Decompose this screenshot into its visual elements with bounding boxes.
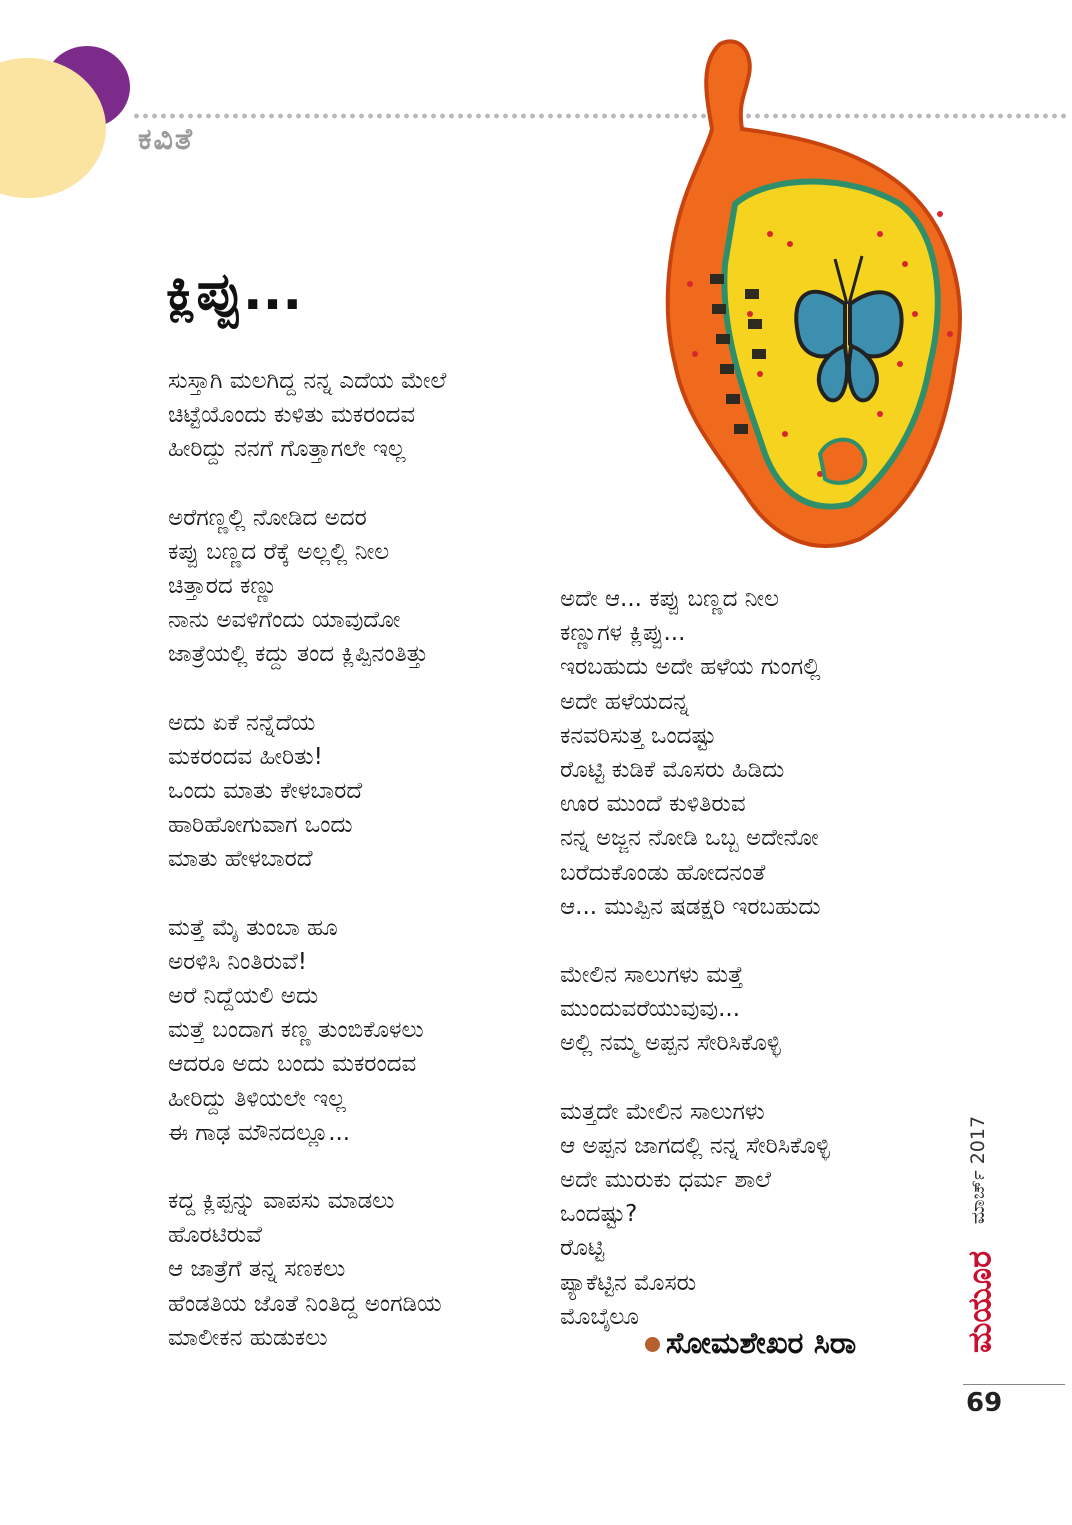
section-label: ಕವಿತೆ bbox=[138, 122, 194, 157]
poem-line: ಚಿಟ್ಟೆಯೊಂದು ಕುಳಿತು ಮಕರಂದವ bbox=[168, 402, 416, 429]
poem-line: ಜಾತ್ರೆಯಲ್ಲಿ ಕದ್ದು ತಂದ ಕ್ಲಿಪ್ಪಿನಂತಿತ್ತು bbox=[168, 641, 429, 668]
poem-line: ಬರೆದುಕೊಂಡು ಹೋದನಂತೆ bbox=[560, 859, 766, 886]
poem-line: ಅರೆಗಣ್ಣಲ್ಲಿ ನೋಡಿದ ಅದರ bbox=[168, 504, 367, 531]
stanza bbox=[168, 911, 446, 1150]
poem-line: ಮಾಲೀಕನ ಹುಡುಕಲು bbox=[168, 1324, 328, 1351]
poem-line: ಅದೇ ಹಳೆಯದನ್ನ bbox=[560, 688, 689, 715]
poem-line: ಅಲ್ಲಿ ನಮ್ಮ ಅಪ್ಪನ ಸೇರಿಸಿಕೊಳ್ಳಿ bbox=[560, 1030, 781, 1057]
poem-line: ಅರೆ ನಿದ್ದೆಯಲಿ ಅದು bbox=[168, 983, 319, 1010]
poem-line: ಅದೇ ಮುರುಕು ಧರ್ಮ ಶಾಲೆ bbox=[560, 1167, 772, 1194]
magazine-logo-text: ಮಯೂರ bbox=[960, 1250, 999, 1354]
poem-line: ಮೊಬೈಲೂ bbox=[560, 1303, 639, 1330]
poem-line: ಪ್ಯಾಕೆಟ್ಟಿನ ಮೊಸರು bbox=[560, 1269, 697, 1296]
bullet-dot-icon bbox=[645, 1337, 660, 1352]
poem-line: ರೊಟ್ಟಿ bbox=[560, 1235, 605, 1262]
poem-line: ಮೇಲಿನ ಸಾಲುಗಳು ಮತ್ತೆ bbox=[560, 962, 744, 989]
stanza bbox=[168, 501, 446, 672]
stanza bbox=[560, 1095, 830, 1334]
poem-line: ಅದು ಏಕೆ ನನ್ನೆದೆಯ bbox=[168, 709, 316, 736]
poem-line: ಈ ಗಾಢ ಮೌನದಲ್ಲೂ... bbox=[168, 1119, 351, 1146]
poem-line: ಹಾರಿಹೋಗುವಾಗ ಒಂದು bbox=[168, 812, 353, 839]
poem-line: ಇರಬಹುದು ಅದೇ ಹಳೆಯ ಗುಂಗಲ್ಲಿ bbox=[560, 654, 821, 681]
stanza bbox=[168, 706, 446, 877]
issue-date-text: ಮಾರ್ಚ್ 2017 bbox=[967, 1115, 989, 1225]
poem-line: ಊರ ಮುಂದೆ ಕುಳಿತಿರುವ bbox=[560, 791, 746, 818]
poem-line: ಹೊರಟಿರುವೆ bbox=[168, 1222, 262, 1249]
poem-line: ಕಣ್ಣುಗಳ ಕ್ಲಿಪ್ಪು... bbox=[560, 620, 686, 647]
issue-date bbox=[958, 1100, 998, 1240]
poem-line: ಕನವರಿಸುತ್ತ ಒಂದಷ್ಟು bbox=[560, 722, 717, 749]
poem-line: ಹೀರಿದ್ದು ನನಗೆ ಗೊತ್ತಾಗಲೇ ಇಲ್ಲ bbox=[168, 436, 406, 463]
page-number-rule bbox=[963, 1384, 1065, 1385]
stanza bbox=[560, 958, 830, 1061]
magazine-logo bbox=[955, 1238, 1005, 1366]
poem-line: ಮಾತು ಹೇಳಬಾರದೆ bbox=[168, 846, 313, 873]
poem-line: ನನ್ನ ಅಜ್ಜನ ನೋಡಿ ಒಬ್ಬ ಅದೇನೋ bbox=[560, 825, 819, 852]
butterfly-illustration bbox=[650, 34, 980, 554]
poem-left-column bbox=[168, 364, 446, 1389]
poem-line: ಕದ್ದ ಕ್ಲಿಪ್ಪನ್ನು ವಾಪಸು ಮಾಡಲು bbox=[168, 1188, 395, 1215]
poem-line: ಆ ಅಪ್ಪನ ಜಾಗದಲ್ಲಿ ನನ್ನ ಸೇರಿಸಿಕೊಳ್ಳಿ bbox=[560, 1132, 830, 1159]
poem-line: ಒಂದು ಮಾತು ಕೇಳಬಾರದೆ bbox=[168, 778, 363, 805]
poem-line: ಮತ್ತೆ ಬಂದಾಗ ಕಣ್ಣ ತುಂಬಿಕೊಳಲು bbox=[168, 1017, 424, 1044]
poem-line: ಆ ಜಾತ್ರೆಗೆ ತನ್ನ ಸಣಕಲು bbox=[168, 1256, 346, 1283]
poem-line: ಮುಂದುವರೆಯುವುವು... bbox=[560, 996, 741, 1023]
poem-line: ಅದೇ ಆ... ಕಪ್ಪು ಬಣ್ಣದ ನೀಲ bbox=[560, 586, 780, 612]
poem-line: ಮತ್ತೆ ಮೈ ತುಂಬಾ ಹೂ bbox=[168, 914, 338, 941]
stanza bbox=[168, 364, 446, 467]
poem-line: ಒಂದಷ್ಟು? bbox=[560, 1201, 638, 1228]
poem-line: ಸುಸ್ತಾಗಿ ಮಲಗಿದ್ದ ನನ್ನ ಎದೆಯ ಮೇಲೆ bbox=[168, 368, 447, 394]
poem-line: ಅರಳಿಸಿ ನಿಂತಿರುವೆ! bbox=[168, 948, 307, 975]
page-number: 69 bbox=[966, 1388, 1003, 1418]
poem-line: ರೊಟ್ಟಿ ಕುಡಿಕೆ ಮೊಸರು ಹಿಡಿದು bbox=[560, 757, 785, 784]
poem-line: ಕಪ್ಪು ಬಣ್ಣದ ರೆಕ್ಕೆ ಅಲ್ಲಲ್ಲಿ ನೀಲ bbox=[168, 538, 390, 565]
poem-line: ಆ... ಮುಪ್ಪಿನ ಷಡಕ್ಷರಿ ಇರಬಹುದು bbox=[560, 893, 821, 920]
poem-line: ಹೆಂಡತಿಯ ಜೊತೆ ನಿಂತಿದ್ದ ಅಂಗಡಿಯ bbox=[168, 1290, 442, 1317]
poem-line: ಮಕರಂದವ ಹೀರಿತು! bbox=[168, 743, 323, 770]
author-byline bbox=[645, 1326, 856, 1361]
poem-line: ಆದರೂ ಅದು ಬಂದು ಮಕರಂದವ bbox=[168, 1051, 417, 1078]
stanza bbox=[560, 582, 830, 924]
poem-line: ಚಿತ್ತಾರದ ಕಣ್ಣು bbox=[168, 573, 278, 600]
author-name: ಸೋಮಶೇಖರ ಸಿರಾ bbox=[666, 1326, 857, 1361]
poem-title: ಕ್ಲಿಪ್ಪು... bbox=[166, 262, 303, 322]
poem-line: ನಾನು ಅವಳಿಗೆಂದು ಯಾವುದೋ bbox=[168, 607, 401, 634]
poem-line: ಹೀರಿದ್ದು ತಿಳಿಯಲೇ ಇಲ್ಲ bbox=[168, 1085, 346, 1112]
poem-right-column bbox=[560, 582, 830, 1368]
poem-line: ಮತ್ತದೇ ಮೇಲಿನ ಸಾಲುಗಳು bbox=[560, 1098, 765, 1125]
stanza bbox=[168, 1184, 446, 1355]
